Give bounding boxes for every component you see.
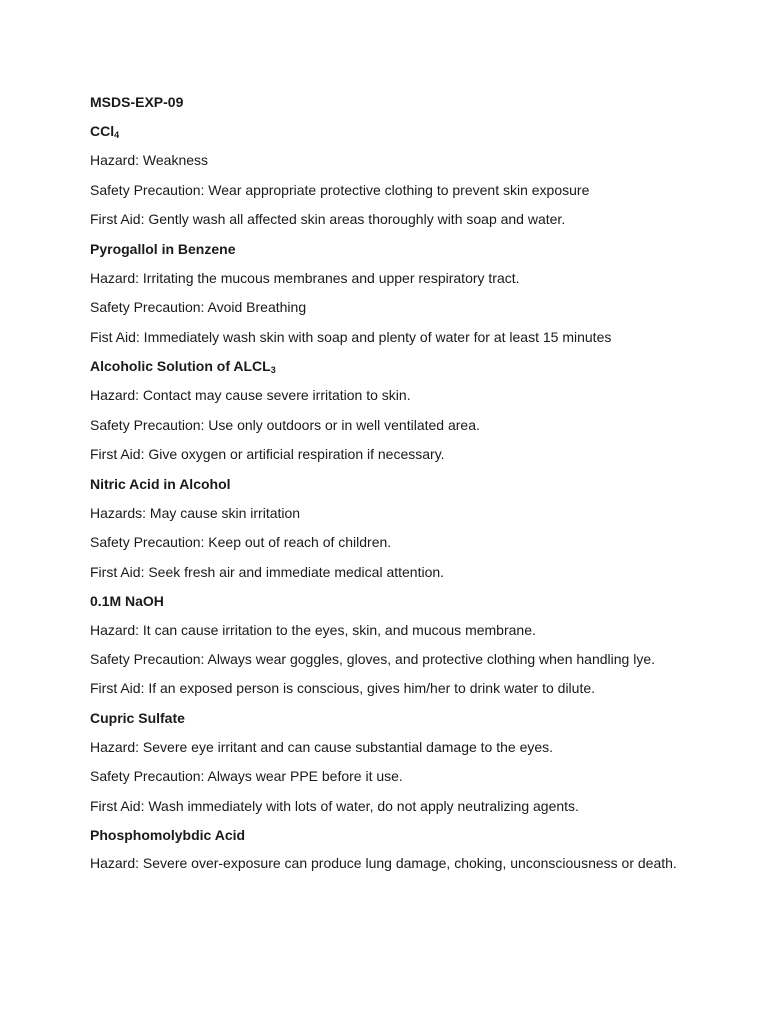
hazard-line: Hazard: Severe over-exposure can produce lung damage, choking, unconsciousness or death. (90, 855, 677, 871)
chemical-section (90, 121, 690, 229)
document-id: MSDS-EXP-09 (90, 94, 184, 110)
document-body (90, 92, 690, 883)
chemical-section (90, 239, 690, 347)
hazard-line: Hazard: Irritating the mucous membranes and upper respiratory tract. (90, 269, 520, 286)
safety-precaution-line: Safety Precaution: Avoid Breathing (90, 299, 307, 315)
safety-precaution-line: Safety Precaution: Always wear goggles, gloves, and protective clothing when handling lye. (90, 650, 656, 667)
chemical-section (90, 474, 690, 582)
safety-precaution-line: Safety Precaution: Keep out of reach of children. (90, 534, 392, 550)
first-aid-line: First Aid: Give oxygen or artificial respiration if necessary. (90, 446, 445, 462)
chemical-title: CCl$_4$ (90, 123, 120, 140)
chemical-title: 0.1M NaOH (90, 593, 164, 609)
first-aid-line: First Aid: Seek fresh air and immediate medical attention. (90, 563, 445, 580)
safety-precaution-line: Safety Precaution: Always wear PPE before it use. (90, 768, 403, 784)
chemical-title: Phosphomolybdic Acid (90, 827, 246, 843)
safety-precaution-line: Safety Precaution: Wear appropriate protective clothing to prevent skin exposure (90, 181, 590, 198)
safety-precaution-line: Safety Precaution: Use only outdoors or in well ventilated area. (90, 416, 480, 433)
hazard-line: Hazards: May cause skin irritation (90, 504, 301, 521)
chemical-title: Cupric Sulfate (90, 709, 185, 726)
hazard-line: Hazard: It can cause irritation to the eyes, skin, and mucous membrane. (90, 622, 536, 638)
chemical-section (90, 356, 690, 464)
hazard-line: Hazard: Weakness (90, 152, 209, 168)
hazard-line: Hazard: Severe eye irritant and can cause substantial damage to the eyes. (90, 738, 554, 755)
first-aid-line: First Aid: Gently wash all affected skin areas thoroughly with soap and water. (90, 211, 566, 227)
first-aid-line: First Aid: If an exposed person is conscious, gives him/her to drink water to dilute. (90, 680, 596, 696)
chemical-title: Alcoholic Solution of $ALCL_3$ (90, 358, 276, 375)
chemical-formula-subscript: 3 (270, 365, 276, 375)
chemical-title: Nitric Acid in Alcohol (90, 475, 231, 492)
first-aid-line: First Aid: Wash immediately with lots of water, do not apply neutralizing agents. (90, 797, 579, 814)
first-aid-line: Fist Aid: Immediately wash skin with soap and plenty of water for at least 15 minutes (90, 328, 612, 345)
chemical-title: Pyrogallol in Benzene (90, 240, 236, 257)
chemical-section (90, 708, 690, 816)
chemical-formula-subscript: 4 (114, 130, 120, 140)
chemical-section (90, 825, 690, 873)
hazard-line: Hazard: Contact may cause severe irritation to skin. (90, 387, 411, 403)
chemical-section (90, 591, 690, 698)
